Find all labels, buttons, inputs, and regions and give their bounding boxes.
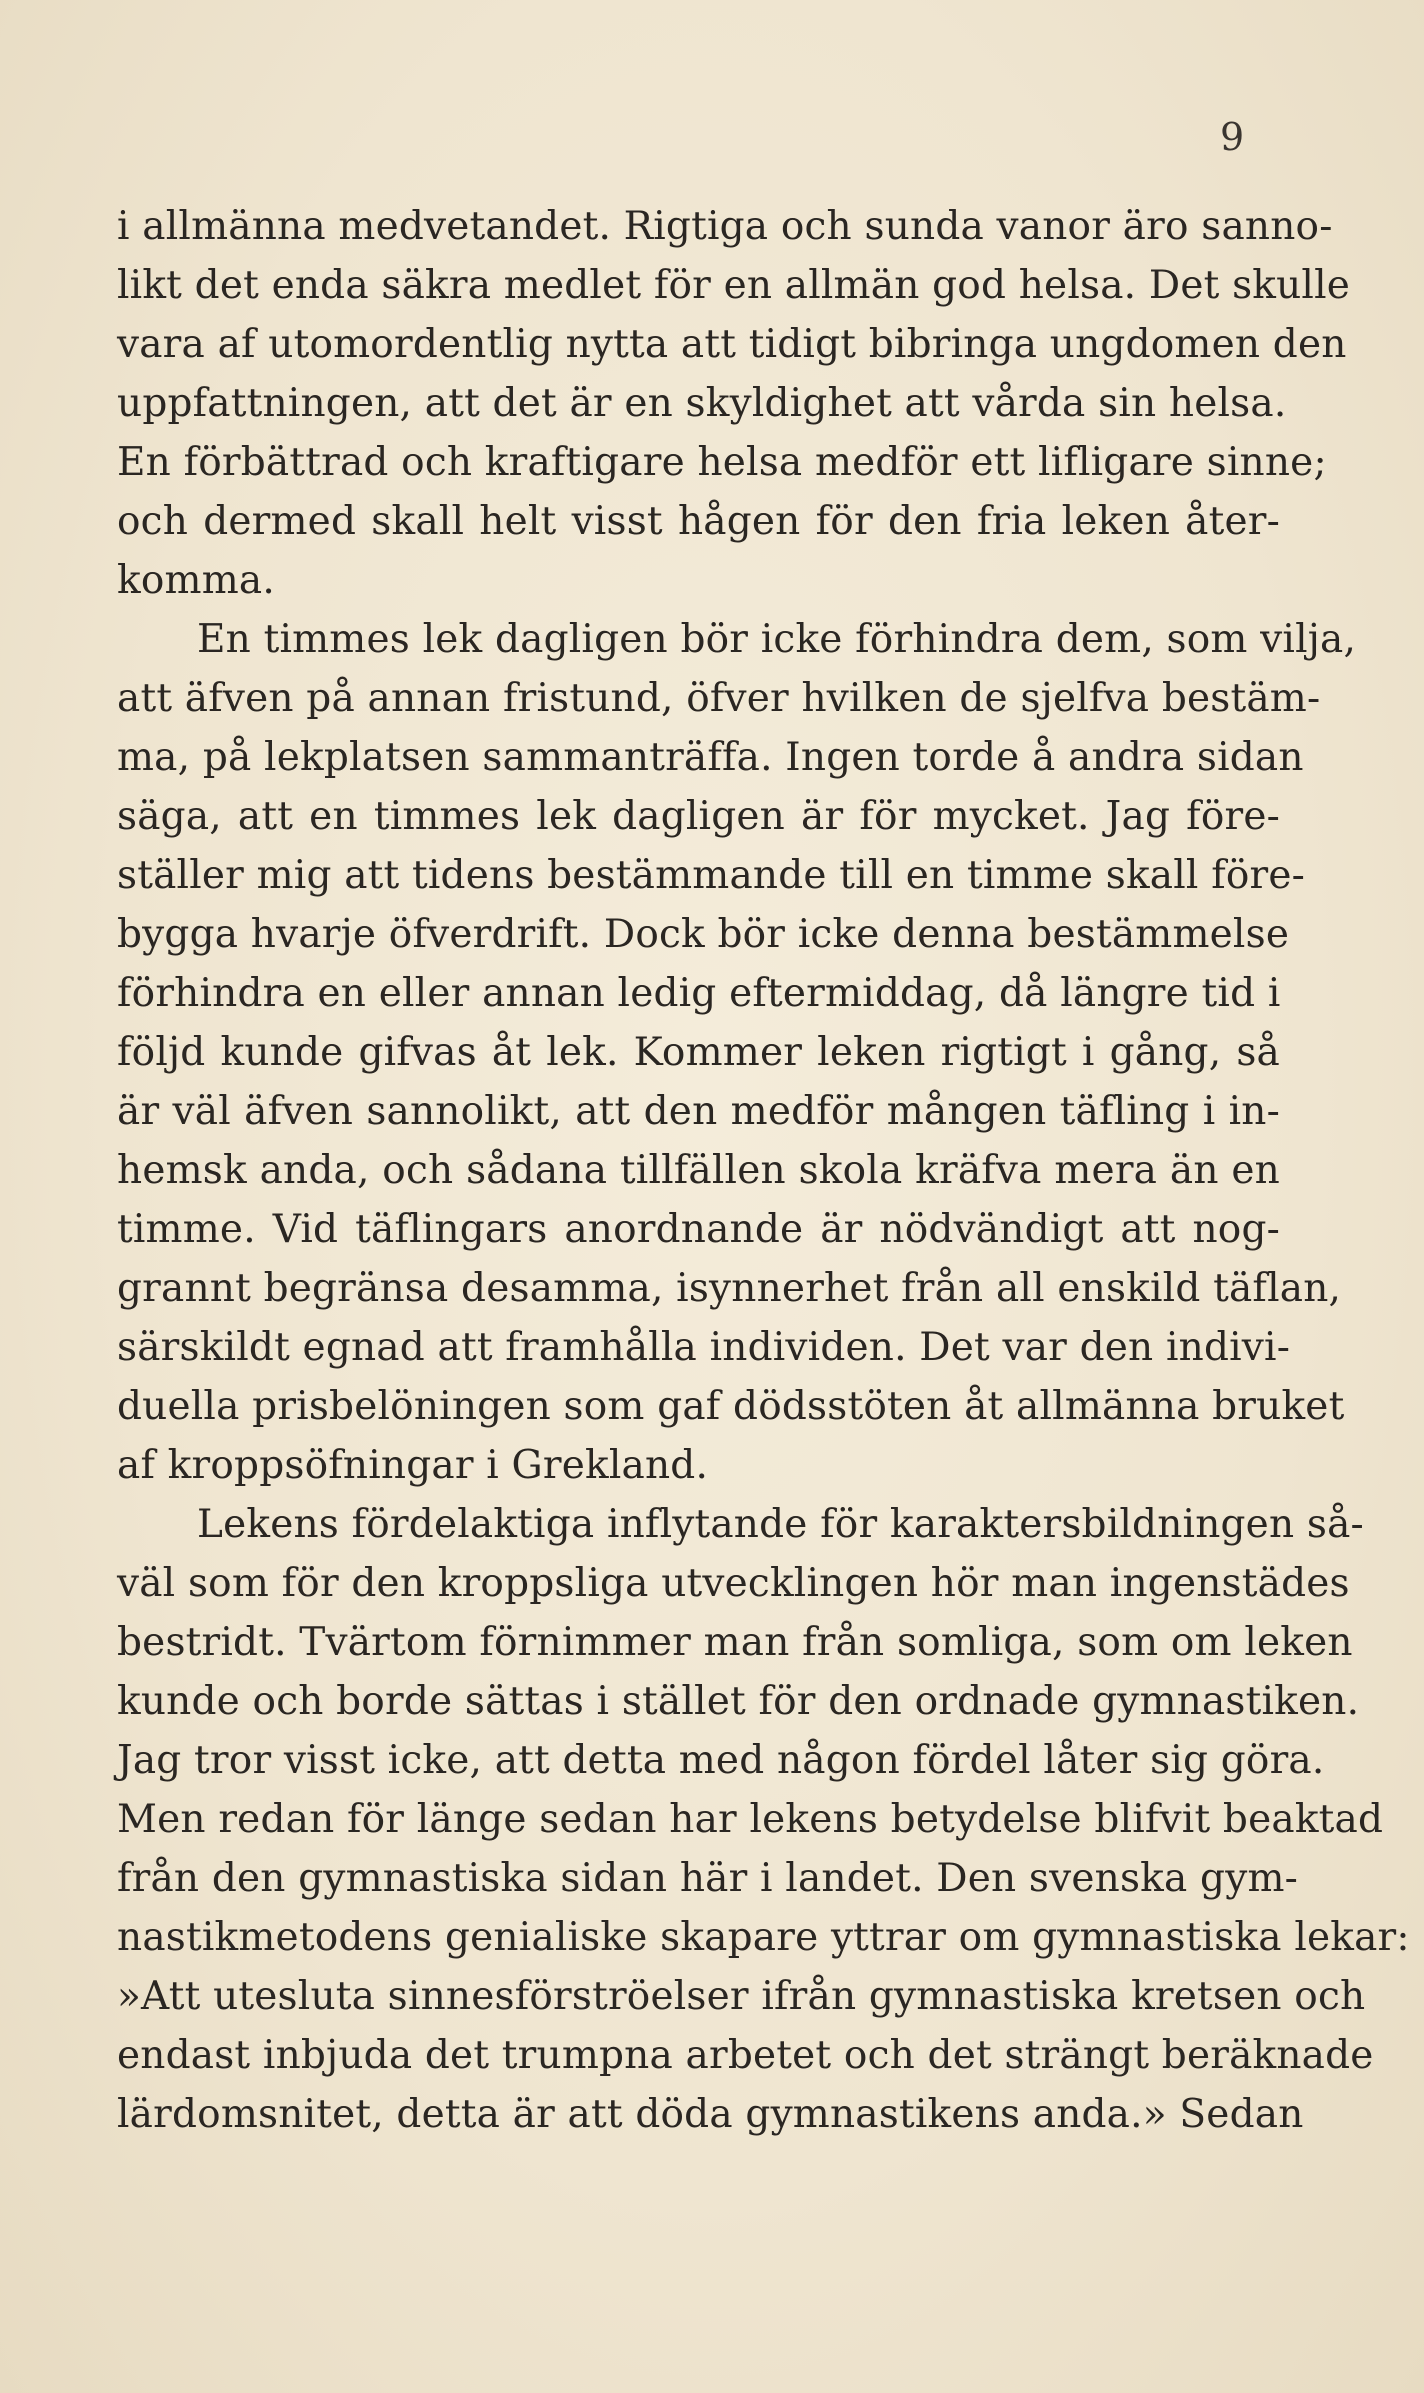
- text-line: säga, att en timmes lek dagligen är för mycket. Jag före-: [117, 794, 1280, 839]
- text-line: vara af utomordentlig nytta att tidigt bibringa ungdomen den: [117, 322, 1347, 367]
- text-line: kunde och borde sättas i stället för den ordnade gymnastiken.: [117, 1679, 1360, 1724]
- body-text: [117, 197, 1410, 2144]
- text-line: bestridt. Tvärtom förnimmer man från somliga, som om leken: [117, 1620, 1353, 1665]
- text-line: förhindra en eller annan ledig eftermiddag, då längre tid i: [117, 971, 1281, 1016]
- text-line: af kroppsöfningar i Grekland.: [117, 1443, 709, 1488]
- text-line: från den gymnastiska sidan här i landet. Den svenska gym-: [117, 1856, 1299, 1901]
- text-line: i allmänna medvetandet. Rigtiga och sunda vanor äro sanno-: [117, 204, 1333, 249]
- text-line: likt det enda säkra medlet för en allmän god helsa. Det skulle: [117, 263, 1351, 308]
- text-line: och dermed skall helt visst hågen för den fria leken åter-: [117, 499, 1280, 544]
- text-line: väl som för den kroppsliga utvecklingen hör man ingenstädes: [117, 1561, 1350, 1606]
- text-line: ställer mig att tidens bestämmande till en timme skall före-: [117, 853, 1306, 898]
- text-line: Men redan för länge sedan har lekens betydelse blifvit beaktad: [117, 1797, 1384, 1842]
- page-number: 9: [1220, 115, 1245, 159]
- text-line: följd kunde gifvas åt lek. Kommer leken rigtigt i gång, så: [117, 1030, 1280, 1075]
- text-line: endast inbjuda det trumpna arbetet och det strängt beräknade: [117, 2033, 1374, 2078]
- text-line: uppfattningen, att det är en skyldighet att vårda sin helsa.: [117, 381, 1287, 426]
- text-line: Jag tror visst icke, att detta med någon fördel låter sig göra.: [117, 1738, 1325, 1783]
- text-line: duella prisbelöningen som gaf dödsstöten åt allmänna bruket: [117, 1384, 1345, 1429]
- text-line: timme. Vid täflingars anordnande är nödvändigt att nog-: [117, 1207, 1280, 1252]
- text-line: komma.: [117, 558, 275, 603]
- text-line: nastikmetodens genialiske skapare yttrar om gymnastiska lekar:: [117, 1915, 1410, 1960]
- text-line: ma, på lekplatsen sammanträffa. Ingen torde å andra sidan: [117, 735, 1304, 780]
- text-line: att äfven på annan fristund, öfver hvilken de sjelfva bestäm-: [117, 676, 1321, 721]
- text-line: lärdomsnitet, detta är att döda gymnastikens anda.» Sedan: [117, 2092, 1304, 2137]
- text-line: Lekens fördelaktiga inflytande för karaktersbildningen så-: [197, 1502, 1364, 1547]
- text-line: särskildt egnad att framhålla individen. Det var den indivi-: [117, 1325, 1291, 1370]
- text-line: är väl äfven sannolikt, att den medför mången täfling i in-: [117, 1089, 1280, 1134]
- text-line: En förbättrad och kraftigare helsa medför ett lifligare sinne;: [117, 440, 1327, 485]
- text-line: hemsk anda, och sådana tillfällen skola kräfva mera än en: [117, 1148, 1280, 1193]
- text-line: »Att utesluta sinnesförströelser ifrån gymnastiska kretsen och: [117, 1974, 1366, 2019]
- text-line: bygga hvarje öfverdrift. Dock bör icke denna bestämmelse: [117, 912, 1290, 957]
- text-line: En timmes lek dagligen bör icke förhindra dem, som vilja,: [197, 617, 1357, 662]
- text-line: grannt begränsa desamma, isynnerhet från all enskild täflan,: [117, 1266, 1342, 1311]
